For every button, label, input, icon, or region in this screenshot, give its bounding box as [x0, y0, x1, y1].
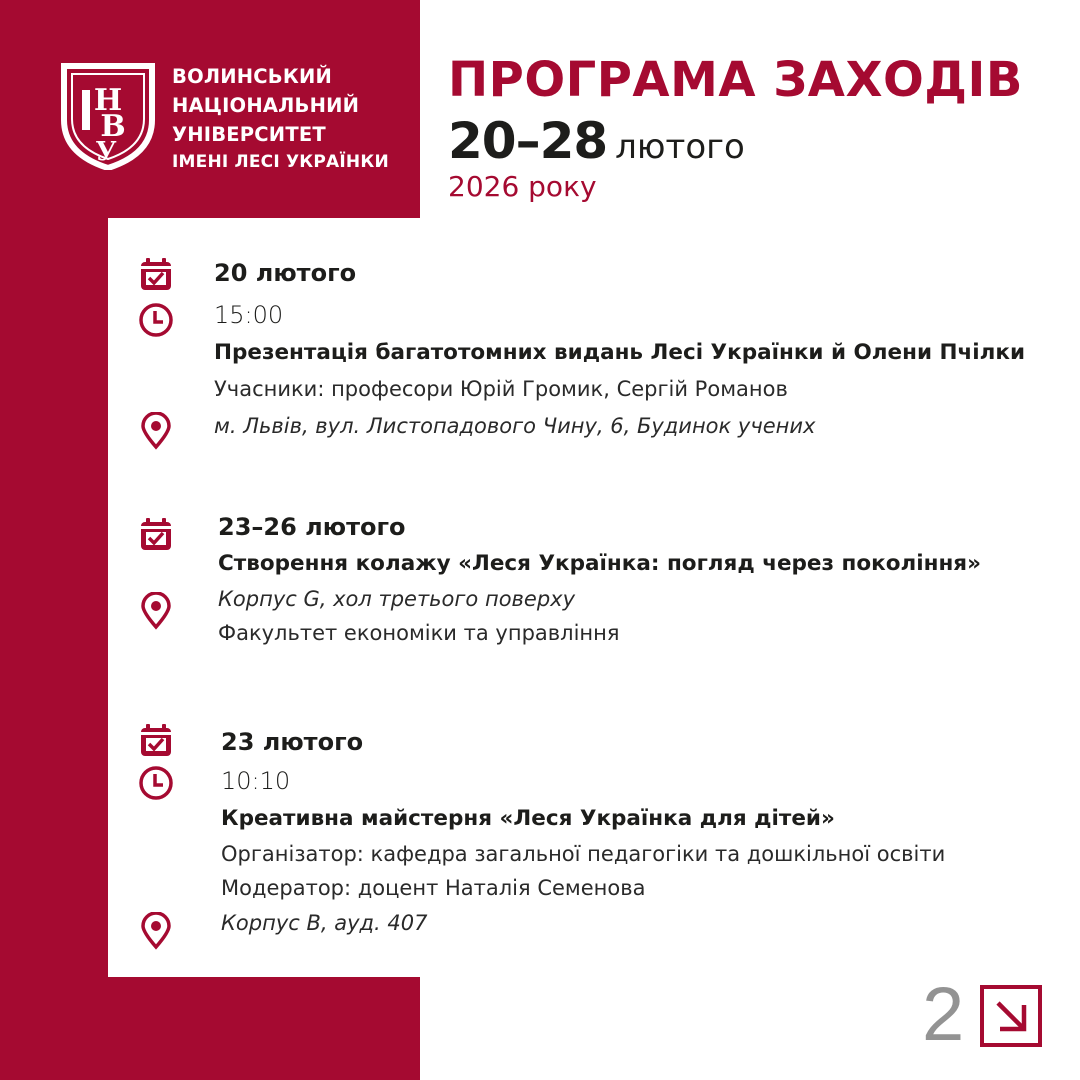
event-location: м. Львів, вул. Листопадового Чину, 6, Будинок учених: [214, 414, 816, 438]
date-range: [448, 112, 745, 170]
svg-text:Н: Н: [93, 83, 123, 118]
university-name-line-1: ВОЛИНСЬКИЙ: [172, 65, 333, 88]
event-organizer: Організатор: кафедра загальної педагогіки та дошкільної освіти: [221, 842, 946, 866]
year-label: 2026 року: [448, 170, 597, 203]
calendar-check-icon: [138, 722, 174, 758]
university-name-line-3: УНІВЕРСИТЕТ: [172, 123, 326, 146]
university-name: [172, 62, 389, 175]
university-crest-icon: [58, 62, 158, 170]
date-range-days: 20–28: [448, 112, 608, 170]
event-date: 20 лютого: [214, 259, 357, 287]
arrow-down-right-icon: [984, 989, 1038, 1043]
calendar-check-icon: [138, 256, 174, 292]
location-pin-icon: [138, 592, 174, 630]
event-participants: Учасники: професори Юрій Громик, Сергій Романов: [214, 377, 788, 401]
calendar-check-icon: [138, 516, 174, 552]
page-number: 2: [922, 972, 965, 1057]
event-date: 23 лютого: [221, 728, 364, 756]
svg-text:В: В: [100, 109, 126, 144]
event-time: 15:00: [214, 301, 284, 329]
event-location: Корпус B, ауд. 407: [221, 911, 428, 935]
event-title: Креативна майстерня «Леся Українка для дітей»: [221, 806, 835, 831]
event-time: 10:10: [221, 767, 291, 795]
page-title: ПРОГРАМА ЗАХОДІВ: [448, 52, 1023, 108]
clock-icon: [138, 302, 174, 338]
location-pin-icon: [138, 912, 174, 950]
date-range-month: лютого: [615, 127, 745, 167]
university-name-line-2: НАЦІОНАЛЬНИЙ: [172, 94, 360, 117]
event-date: 23–26 лютого: [218, 513, 406, 541]
university-name-line-4: ІМЕНІ ЛЕСІ УКРАЇНКИ: [172, 152, 389, 172]
event-title: Презентація багатотомних видань Лесі Українки й Олени Пчілки: [214, 340, 1026, 365]
location-pin-icon: [138, 412, 174, 450]
event-location: Корпус G, хол третього поверху: [218, 587, 576, 611]
event-moderator: Модератор: доцент Наталія Семенова: [221, 876, 646, 900]
event-title: Створення колажу «Леся Українка: погляд через покоління»: [218, 551, 981, 576]
svg-text:У: У: [95, 137, 117, 167]
clock-icon: [138, 765, 174, 801]
next-page-button[interactable]: [980, 985, 1042, 1047]
event-organizer: Факультет економіки та управління: [218, 621, 620, 645]
